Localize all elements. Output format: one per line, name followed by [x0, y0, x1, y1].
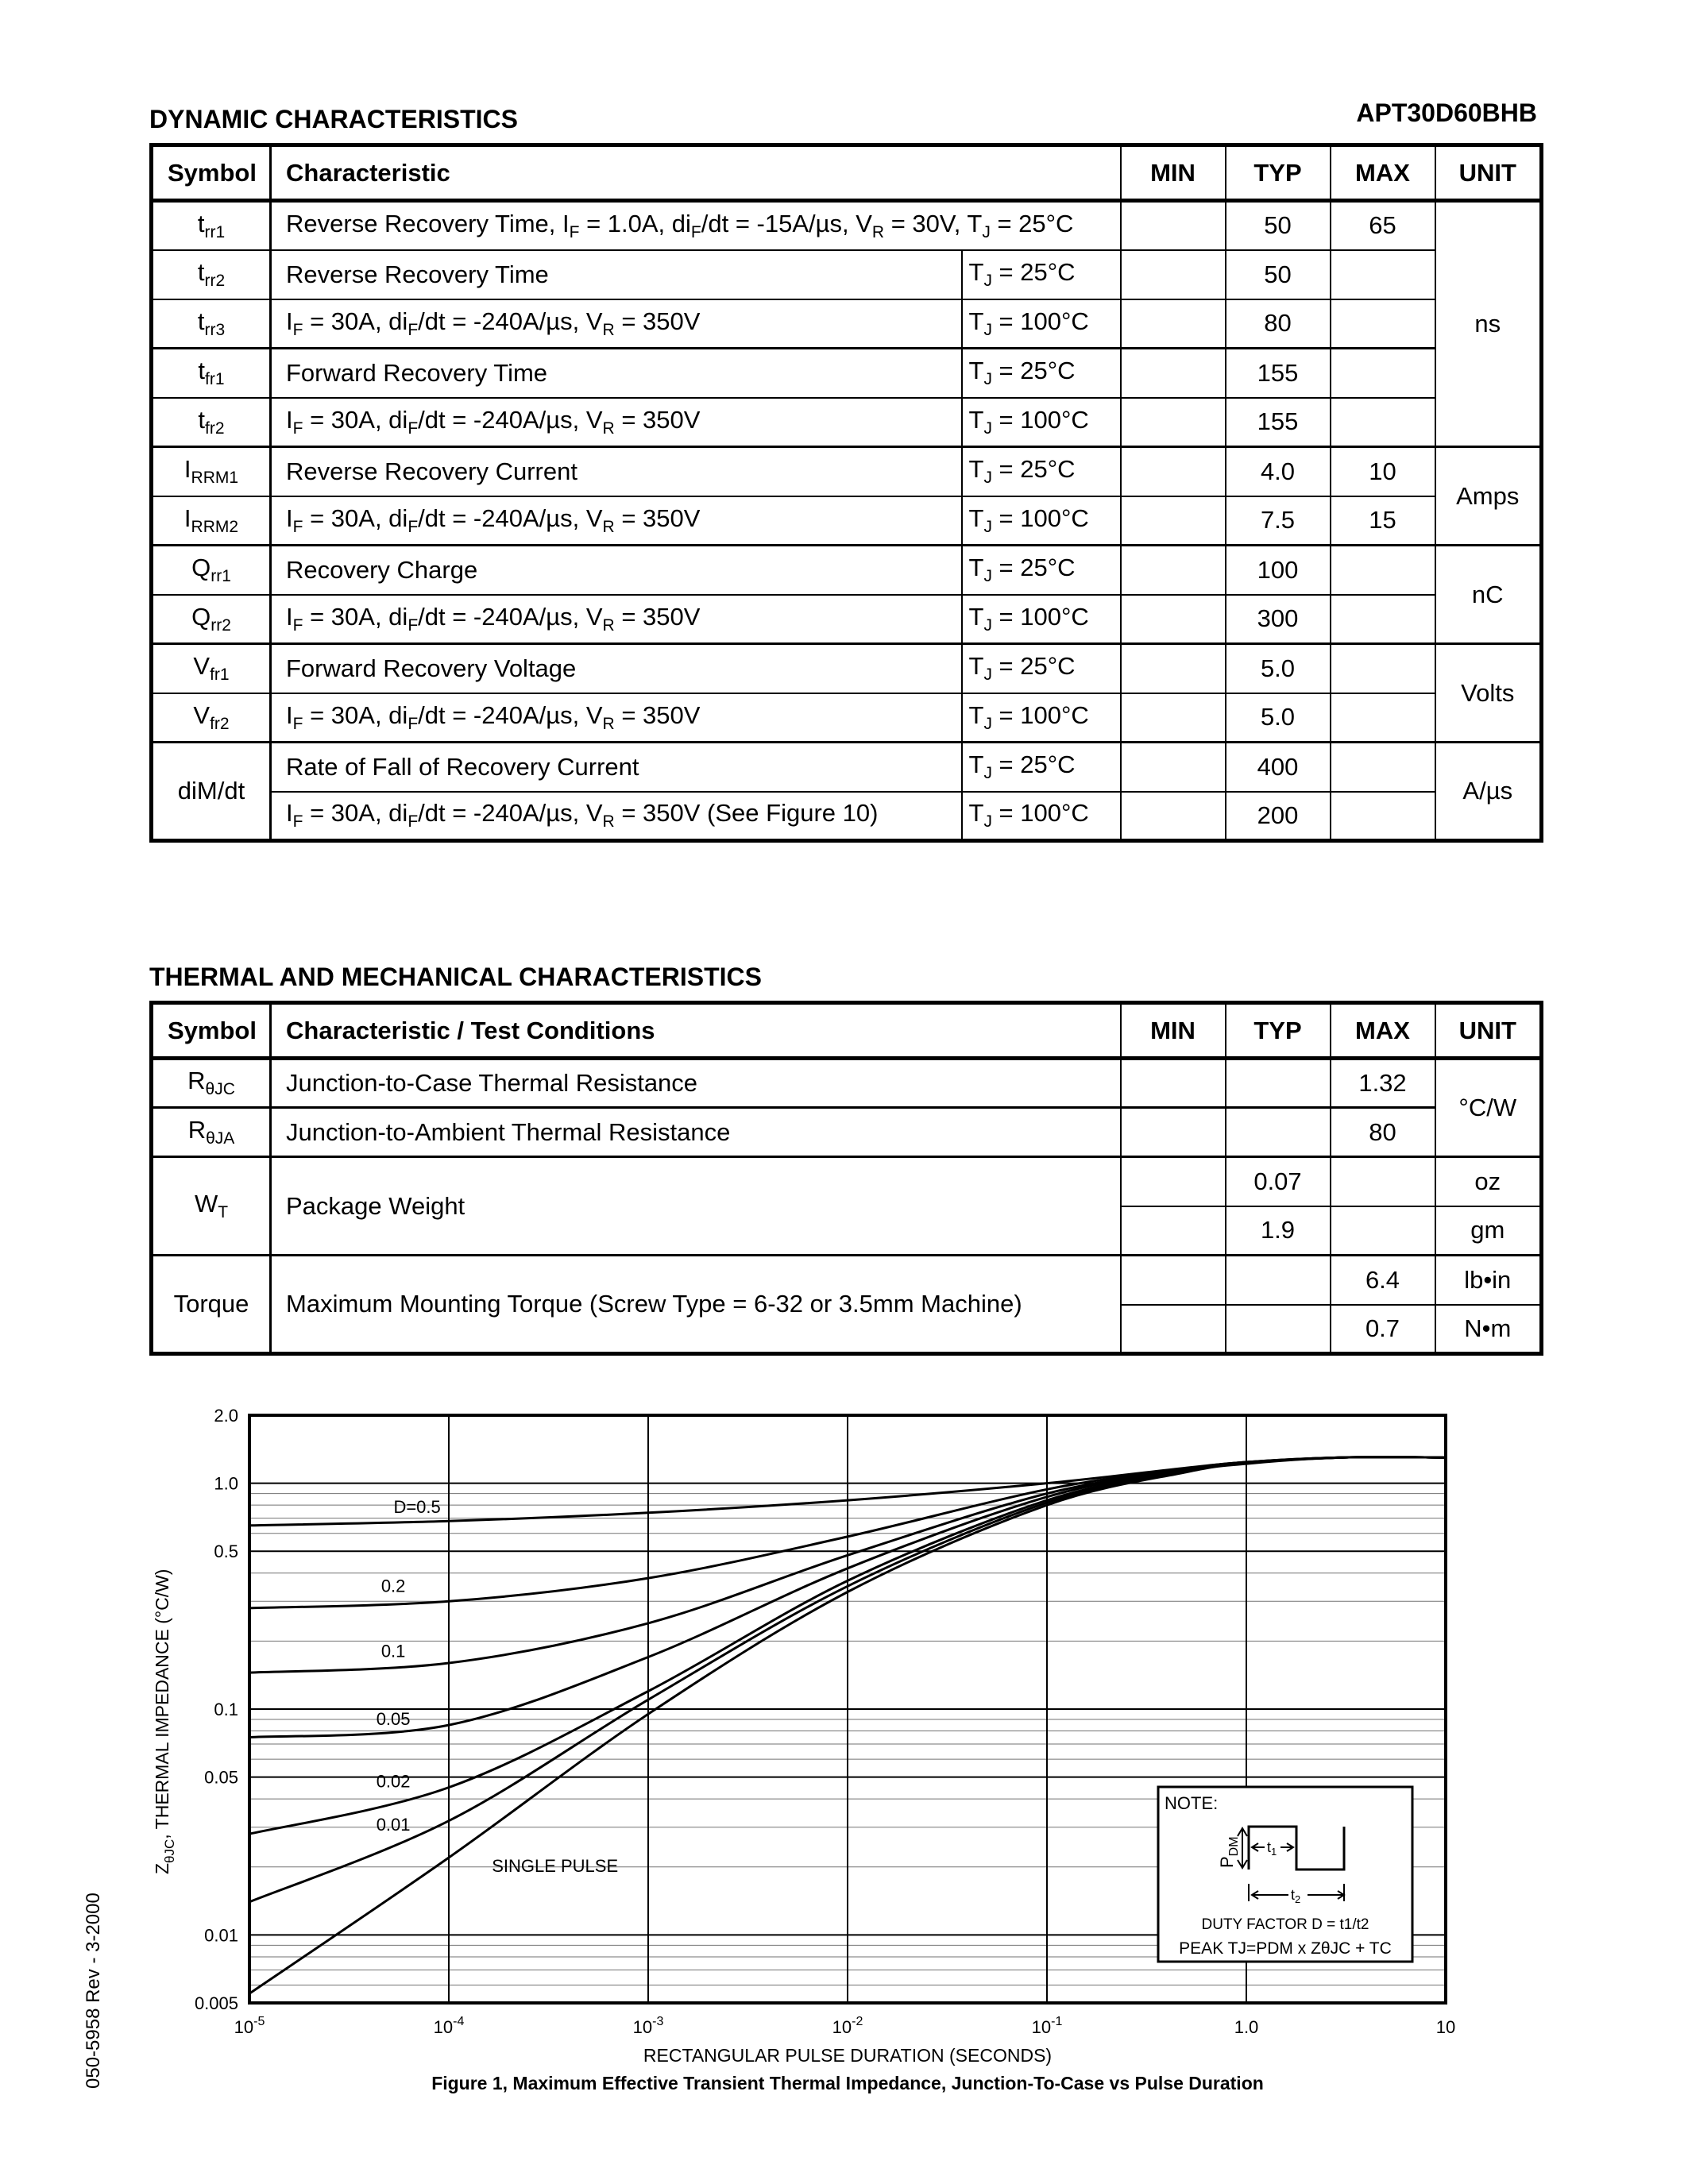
characteristic-cell: Maximum Mounting Torque (Screw Type = 6-32 or 3.5mm Machine): [271, 1256, 1121, 1354]
characteristic-cell: Reverse Recovery Current: [271, 447, 962, 496]
max-cell: 0.7: [1331, 1305, 1435, 1354]
col-header-symbol: Symbol: [152, 145, 271, 201]
characteristic-cell: Forward Recovery Voltage: [271, 644, 962, 693]
section-title-dynamic: DYNAMIC CHARACTERISTICS: [149, 105, 518, 133]
document-code: 050-5958 Rev - 3-2000: [83, 1893, 104, 2089]
symbol-cell: $V_{fr1}$: [152, 644, 271, 693]
condition-cell: $T_J = 25^\circ C$: [962, 250, 1121, 299]
col-header-characteristic: Characteristic: [271, 145, 1121, 201]
y-axis-label: $Z_{\theta JC}$, THERMAL IMPEDANCE (°C/W): [152, 1569, 177, 1874]
condition-cell: $T_J = 25^\circ C$: [962, 546, 1121, 595]
symbol-cell: $t_{fr2}$: [152, 398, 271, 447]
characteristic-cell: $I_F = 30A$, $di_F/dt = -240A/\mu s$, $V_R = 350V$ (See Figure 10): [271, 792, 962, 841]
min-cell: [1121, 398, 1226, 447]
typ-cell: 1.9: [1226, 1206, 1331, 1256]
symbol-cell: $Q_{rr1}$: [152, 546, 271, 595]
min-cell: [1121, 201, 1226, 250]
series-label: 0.2: [380, 1576, 406, 1596]
x-tick-label: $10^{-2}$: [832, 2015, 863, 2037]
min-cell: [1121, 693, 1226, 743]
series-label: D=0.5: [393, 1496, 441, 1517]
table-row: [152, 299, 1542, 349]
table-row: [152, 595, 1542, 644]
table-row: [152, 743, 1542, 792]
y-tick-label: 2.0: [214, 1406, 238, 1426]
condition-cell: $T_J = 25^\circ C$: [962, 349, 1121, 398]
pdm-label: $P_{DM}$: [1217, 1836, 1241, 1868]
col-header-max: MAX: [1331, 1003, 1435, 1059]
condition-cell: $T_J = 100^\circ C$: [962, 496, 1121, 546]
table-row: [152, 201, 1542, 250]
symbol-cell: $t_{fr1}$: [152, 349, 271, 398]
col-header-typ: TYP: [1226, 1003, 1331, 1059]
symbol-cell: $t_{rr3}$: [152, 299, 271, 349]
symbol-cell: $t_{rr1}$: [152, 201, 271, 250]
table-row: [152, 349, 1542, 398]
series-label: 0.02: [376, 1771, 411, 1792]
condition-cell: $T_J = 25^\circ C$: [962, 644, 1121, 693]
max-cell: [1331, 1206, 1435, 1256]
symbol-cell: $W_T$: [152, 1157, 271, 1256]
typ-cell: [1226, 1256, 1331, 1305]
symbol-cell: diM/dt: [152, 743, 271, 841]
symbol-cell: $Q_{rr2}$: [152, 595, 271, 644]
thermal-characteristics-table: [149, 1001, 1543, 1356]
thermal-impedance-chart: [0, 1398, 1688, 2113]
symbol-cell: $I_{RRM2}$: [152, 496, 271, 546]
unit-cell: Volts: [1435, 644, 1542, 743]
condition-cell: $T_J = 25^\circ C$: [962, 447, 1121, 496]
condition-cell: $T_J = 100^\circ C$: [962, 299, 1121, 349]
unit-cell: A/µs: [1435, 743, 1542, 841]
typ-cell: 5.0: [1226, 644, 1331, 693]
y-tick-label: 0.01: [204, 1925, 238, 1946]
unit-cell: °C/W: [1435, 1059, 1542, 1157]
typ-cell: 155: [1226, 398, 1331, 447]
y-tick-label: 0.5: [214, 1542, 238, 1562]
min-cell: [1121, 250, 1226, 299]
typ-cell: 100: [1226, 546, 1331, 595]
y-tick-label: 1.0: [214, 1473, 238, 1494]
min-cell: [1121, 546, 1226, 595]
chart-title: Figure 1, Maximum Effective Transient Thermal Impedance, Junction-To-Case vs Pulse Duration: [431, 2073, 1264, 2093]
note-title: NOTE:: [1165, 1793, 1219, 1813]
min-cell: [1121, 792, 1226, 841]
min-cell: [1121, 1059, 1226, 1108]
max-cell: [1331, 693, 1435, 743]
symbol-cell: $R_{\theta JA}$: [152, 1108, 271, 1157]
x-tick-label: 1.0: [1234, 2017, 1259, 2037]
x-tick-label: $10^{-3}$: [632, 2015, 664, 2037]
min-cell: [1121, 1108, 1226, 1157]
min-cell: [1121, 1256, 1226, 1305]
table-row: [152, 1059, 1542, 1108]
condition-cell: $T_J = 100^\circ C$: [962, 595, 1121, 644]
duty-factor-text: DUTY FACTOR D = t1/t2: [1201, 1916, 1369, 1933]
x-tick-label: 10: [1435, 2017, 1456, 2037]
symbol-cell: $R_{\theta JC}$: [152, 1059, 271, 1108]
t1-label: $t_1$: [1267, 1839, 1277, 1858]
max-cell: 10: [1331, 447, 1435, 496]
y-tick-label: 0.05: [204, 1767, 238, 1788]
characteristic-cell: $I_F = 30A$, $di_F/dt = -240A/\mu s$, $V_R = 350V$: [271, 398, 962, 447]
max-cell: [1331, 398, 1435, 447]
table-header-row: [152, 145, 1542, 201]
min-cell: [1121, 299, 1226, 349]
col-header-unit: UNIT: [1435, 145, 1542, 201]
unit-cell: lb•in: [1435, 1256, 1542, 1305]
unit-cell: oz: [1435, 1157, 1542, 1206]
col-header-unit: UNIT: [1435, 1003, 1542, 1059]
typ-cell: [1226, 1305, 1331, 1354]
min-cell: [1121, 1206, 1226, 1256]
peak-tj-text: PEAK TJ=PDM x ZθJC + TC: [1179, 1939, 1392, 1958]
characteristic-cell: $I_F = 30A$, $di_F/dt = -240A/\mu s$, $V_R = 350V$: [271, 299, 962, 349]
min-cell: [1121, 595, 1226, 644]
characteristic-cell: $I_F = 30A$, $di_F/dt = -240A/\mu s$, $V_R = 350V$: [271, 496, 962, 546]
characteristic-cell: Rate of Fall of Recovery Current: [271, 743, 962, 792]
series-label: 0.05: [376, 1709, 411, 1730]
col-header-typ: TYP: [1226, 145, 1331, 201]
characteristic-cell: Forward Recovery Time: [271, 349, 962, 398]
characteristic-cell: Reverse Recovery Time: [271, 250, 962, 299]
symbol-cell: Torque: [152, 1256, 271, 1354]
note-box: [1158, 1787, 1412, 1962]
table-row: [152, 496, 1542, 546]
condition-cell: $T_J = 25^\circ C$: [962, 743, 1121, 792]
series-label: 0.1: [380, 1641, 406, 1661]
typ-cell: 400: [1226, 743, 1331, 792]
table-header-row: [152, 1003, 1542, 1059]
max-cell: 6.4: [1331, 1256, 1435, 1305]
col-header-symbol: Symbol: [152, 1003, 271, 1059]
col-header-characteristic: Characteristic / Test Conditions: [271, 1003, 1121, 1059]
table-row: [152, 1256, 1542, 1305]
max-cell: 65: [1331, 201, 1435, 250]
max-cell: 1.32: [1331, 1059, 1435, 1108]
typ-cell: 0.07: [1226, 1157, 1331, 1206]
typ-cell: 7.5: [1226, 496, 1331, 546]
typ-cell: 50: [1226, 250, 1331, 299]
symbol-cell: $I_{RRM1}$: [152, 447, 271, 496]
max-cell: [1331, 250, 1435, 299]
x-tick-label: $10^{-1}$: [1031, 2015, 1063, 2037]
max-cell: [1331, 299, 1435, 349]
unit-cell: N•m: [1435, 1305, 1542, 1354]
characteristic-cell: $I_F = 30A$, $di_F/dt = -240A/\mu s$, $V_R = 350V$: [271, 693, 962, 743]
series-label: 0.01: [376, 1814, 411, 1835]
typ-cell: 50: [1226, 201, 1331, 250]
table-row: [152, 250, 1542, 299]
table-row: [152, 398, 1542, 447]
table-row: [152, 1157, 1542, 1206]
min-cell: [1121, 447, 1226, 496]
unit-cell: gm: [1435, 1206, 1542, 1256]
y-tick-label: 0.005: [194, 1993, 238, 2013]
typ-cell: 5.0: [1226, 693, 1331, 743]
col-header-min: MIN: [1121, 145, 1226, 201]
max-cell: [1331, 644, 1435, 693]
t2-label: $t_2$: [1291, 1887, 1301, 1905]
table-row: [152, 546, 1542, 595]
characteristic-cell: Junction-to-Case Thermal Resistance: [271, 1059, 1121, 1108]
typ-cell: [1226, 1059, 1331, 1108]
characteristic-cell: $I_F = 30A$, $di_F/dt = -240A/\mu s$, $V_R = 350V$: [271, 595, 962, 644]
col-header-min: MIN: [1121, 1003, 1226, 1059]
min-cell: [1121, 1157, 1226, 1206]
characteristic-cell: Junction-to-Ambient Thermal Resistance: [271, 1108, 1121, 1157]
x-tick-label: $10^{-5}$: [234, 2015, 265, 2037]
characteristic-cell: Package Weight: [271, 1157, 1121, 1256]
part-number: APT30D60BHB: [1356, 98, 1537, 127]
min-cell: [1121, 349, 1226, 398]
max-cell: [1331, 349, 1435, 398]
table-row: [152, 792, 1542, 841]
x-tick-label: $10^{-4}$: [433, 2015, 465, 2037]
symbol-cell: $V_{fr2}$: [152, 693, 271, 743]
section-title-thermal: THERMAL AND MECHANICAL CHARACTERISTICS: [149, 963, 762, 991]
y-tick-label: 0.1: [214, 1700, 238, 1719]
min-cell: [1121, 496, 1226, 546]
col-header-max: MAX: [1331, 145, 1435, 201]
typ-cell: 155: [1226, 349, 1331, 398]
dynamic-characteristics-table: [149, 143, 1543, 843]
typ-cell: [1226, 1108, 1331, 1157]
note-frame: [1158, 1787, 1412, 1962]
typ-cell: 80: [1226, 299, 1331, 349]
max-cell: [1331, 595, 1435, 644]
table-row: [152, 693, 1542, 743]
x-axis-label: RECTANGULAR PULSE DURATION (SECONDS): [643, 2045, 1053, 2066]
min-cell: [1121, 1305, 1226, 1354]
typ-cell: 4.0: [1226, 447, 1331, 496]
characteristic-cell: Reverse Recovery Time, $I_F = 1.0A$, $di_F/dt = -15A/\mu s$, $V_R = 30V$, $T_J = 25^\circ C$: [271, 201, 1121, 250]
unit-cell: nC: [1435, 546, 1542, 644]
max-cell: [1331, 743, 1435, 792]
min-cell: [1121, 644, 1226, 693]
characteristic-cell: Recovery Charge: [271, 546, 962, 595]
unit-cell: Amps: [1435, 447, 1542, 546]
condition-cell: $T_J = 100^\circ C$: [962, 693, 1121, 743]
max-cell: [1331, 792, 1435, 841]
unit-cell: ns: [1435, 201, 1542, 447]
typ-cell: 200: [1226, 792, 1331, 841]
series-label: SINGLE PULSE: [492, 1856, 619, 1877]
chart-labels: [377, 1497, 618, 1876]
table-row: [152, 644, 1542, 693]
max-cell: 80: [1331, 1108, 1435, 1157]
typ-cell: 300: [1226, 595, 1331, 644]
symbol-cell: $t_{rr2}$: [152, 250, 271, 299]
min-cell: [1121, 743, 1226, 792]
table-row: [152, 1108, 1542, 1157]
max-cell: 15: [1331, 496, 1435, 546]
table-row: [152, 447, 1542, 496]
condition-cell: $T_J = 100^\circ C$: [962, 398, 1121, 447]
max-cell: [1331, 1157, 1435, 1206]
max-cell: [1331, 546, 1435, 595]
condition-cell: $T_J = 100^\circ C$: [962, 792, 1121, 841]
